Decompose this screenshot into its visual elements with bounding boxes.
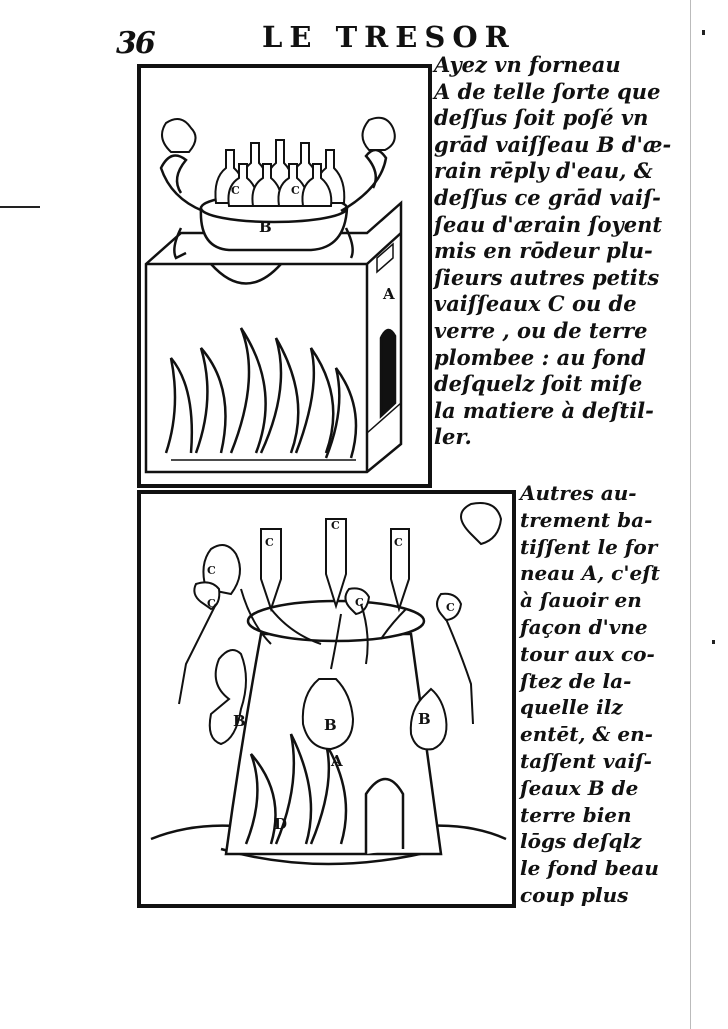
text-line: plombee : au fond (434, 344, 646, 370)
label-lower-c2: C (265, 536, 274, 549)
text-column-upper (434, 52, 672, 451)
page-edge-line (690, 0, 691, 1029)
text-line: verre , ou de terre (434, 317, 648, 343)
text-line: ſieurs autres petits (434, 264, 660, 290)
text-line: vaiſſeaux C ou de (434, 291, 637, 317)
text-line: neau A, c'eſt (520, 561, 661, 586)
running-title: LE TRESOR (262, 20, 516, 54)
woodcut-upper-furnace (137, 64, 432, 488)
text-line: taſſent vaiſ- (520, 748, 652, 773)
text-column-lower (520, 480, 661, 909)
label-lower-a: A (331, 752, 343, 770)
text-line: A de telle ſorte que (434, 78, 661, 104)
text-line: terre bien (520, 802, 632, 827)
woodcut-lower-drawing (141, 494, 512, 904)
text-line: façon d'vne (520, 614, 648, 639)
paper-mark (702, 30, 705, 35)
label-lower-d: D (274, 815, 288, 833)
label-lower-c7: C (207, 564, 216, 577)
label-lower-c1: C (207, 597, 216, 610)
text-line: grād vaiſſeau B d'æ- (434, 131, 672, 157)
label-lower-c3: C (331, 519, 340, 532)
text-line: ler. (434, 424, 472, 450)
text-line: la matiere à deſtil- (434, 397, 654, 423)
paper-mark (0, 206, 40, 208)
text-line: trement ba- (520, 507, 653, 532)
label-lower-c4: C (394, 536, 403, 549)
label-lower-b2: B (324, 716, 337, 734)
label-upper-a: A (383, 285, 395, 303)
text-line: ſeau d'ærain ſoyent (434, 211, 663, 237)
page-number: 36 (116, 26, 154, 61)
label-upper-b: B (259, 218, 272, 236)
text-line: mis en rōdeur plu- (434, 238, 653, 264)
text-line: Ayez vn forneau (434, 52, 621, 77)
text-line: tiſſent le for (520, 534, 658, 559)
text-line: ſeaux B de (520, 775, 639, 800)
text-line: deſſus ce grād vaiſ- (434, 184, 661, 210)
label-lower-b1: B (233, 712, 246, 730)
text-line: à ſauoir en (520, 588, 642, 613)
woodcut-lower-furnace (137, 490, 516, 908)
text-line: coup plus (520, 882, 629, 907)
text-line: lōgs deſqlz (520, 829, 642, 854)
label-upper-c2: C (291, 184, 300, 197)
text-line: deſquelz ſoit miſe (434, 371, 643, 397)
label-lower-c6: C (446, 601, 455, 614)
label-upper-c1: C (231, 184, 240, 197)
label-lower-c5: C (355, 596, 364, 609)
text-line: deſſus ſoit poſé vn (434, 105, 649, 131)
text-line: tour aux co- (520, 641, 655, 666)
text-line: le fond beau (520, 856, 659, 881)
label-lower-b3: B (418, 710, 431, 728)
text-line: Autres au- (520, 481, 637, 505)
text-line: entēt, & en- (520, 722, 653, 747)
woodcut-upper-drawing (141, 68, 428, 484)
text-line: ſtez de la- (520, 668, 632, 693)
paper-mark (712, 640, 715, 644)
text-line: rain rēply d'eau, & (434, 158, 653, 184)
text-line: quelle ilz (520, 695, 623, 720)
